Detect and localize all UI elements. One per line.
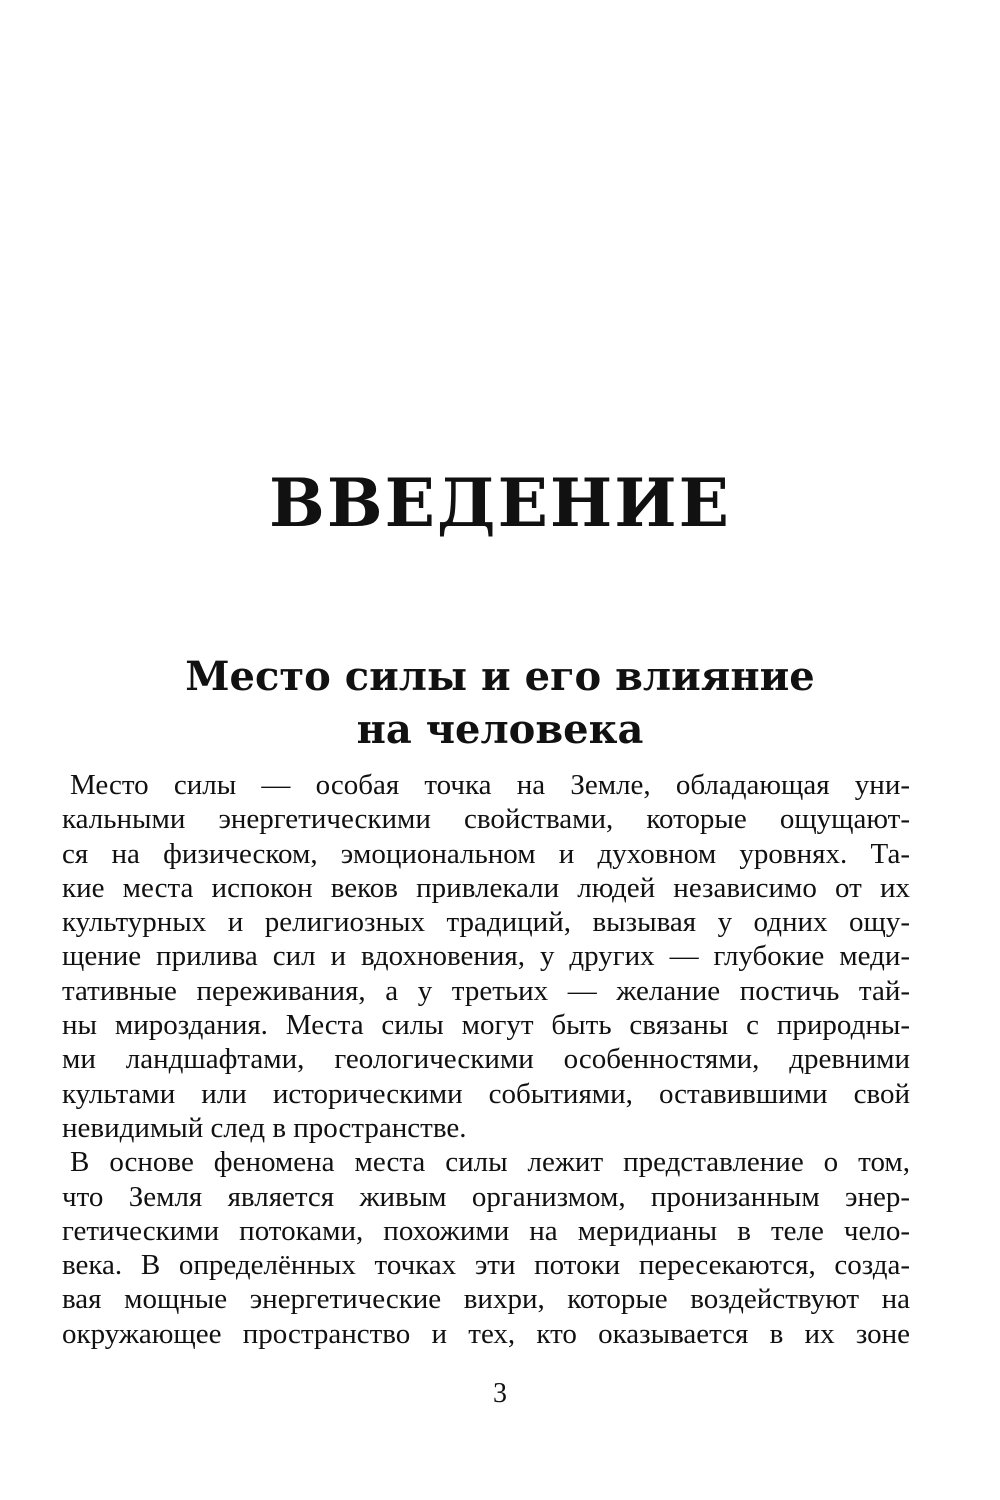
text-line-paragraph-end: невидимый след в пространстве.: [62, 1111, 467, 1144]
chapter-title: ВВЕДЕНИЕ: [269, 464, 731, 542]
text-line: Место силы — особая точка на Земле, обладающая уни-: [70, 769, 910, 801]
text-line: века. В определённых точках эти потоки пересекаются, созда-: [62, 1249, 910, 1282]
text-line: ся на физическом, эмоциональном и духовном уровнях. Та-: [62, 837, 910, 870]
text-line: гетическими потоками, похожими на меридианы в теле чело-: [62, 1214, 910, 1247]
text-line: щение прилива сил и вдохновения, у других — глубокие меди-: [62, 940, 910, 973]
text-line: ми ландшафтами, геологическими особенностями, древними: [62, 1043, 910, 1076]
text-line: культурных и религиозных традиций, вызывая у одних ощу-: [62, 906, 910, 939]
text-line: кие места испокон веков привлекали людей независимо от их: [62, 871, 910, 904]
text-line: что Земля является живым организмом, пронизанным энер-: [62, 1180, 910, 1213]
text-line: кальными энергетическими свойствами, которые ощущают-: [62, 803, 910, 836]
text-line: тативные переживания, а у третьих — желание постичь тай-: [62, 974, 910, 1007]
section-title: [60, 650, 940, 756]
section-title-line-1: Место силы и его влияние: [185, 653, 815, 700]
body-text: [62, 768, 910, 1351]
text-line: культами или историческими событиями, оставившими свой: [62, 1077, 910, 1110]
text-line: ны мироздания. Места силы могут быть связаны с природны-: [62, 1009, 910, 1042]
text-line: В основе феномена места силы лежит представление о том,: [70, 1146, 910, 1179]
page-number: 3: [493, 1378, 507, 1409]
text-line: вая мощные энергетические вихри, которые воздействуют на: [62, 1283, 910, 1316]
text-line: окружающее пространство и тех, кто оказывается в их зоне: [62, 1317, 910, 1350]
section-title-line-2: на человека: [356, 706, 644, 753]
